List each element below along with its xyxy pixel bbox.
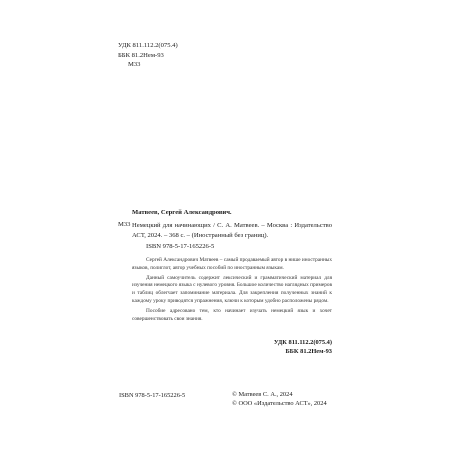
annotation xyxy=(132,257,332,325)
author-sign-margin: М33 xyxy=(118,221,131,228)
annotation-paragraph: Пособие адресовано тем, кто начинает изучать немецкий язык и хочет совершенствовать свои знания. xyxy=(132,307,332,322)
annotation-paragraph: Данный самоучитель содержит лексический и грамматический материал для изучения немецкого языка с нулевого уровня. Большое количество наглядных примеров и таблиц облегчает запоминание материала. Для закрепления полученных знаний к каждому уроку приводятся упражнения, ключи к которым удобно расположены рядом. xyxy=(132,274,332,304)
author-sign-code: М33 xyxy=(128,61,141,69)
udk-code: УДК 811.112.2(075.4) xyxy=(118,42,178,49)
copyright-block xyxy=(232,391,342,408)
bbk-code: ББК 81.2Нем-93 xyxy=(118,51,164,59)
bbk-code-bottom: ББК 81.2Нем-93 xyxy=(285,348,332,355)
annotation-paragraph: Сергей Александрович Матвеев – самый продаваемый автор в нише иностранных языков, полиглот, автор учебных пособий по иностранным языкам. xyxy=(132,257,332,271)
copyright-author: © Матвеев С. А., 2024 xyxy=(232,391,293,398)
udk-code-bottom: УДК 811.112.2(075.4) xyxy=(273,339,332,346)
classification-block-top xyxy=(118,41,178,70)
isbn-middle: ISBN 978-5-17-165226-5 xyxy=(146,243,215,250)
copyright-publisher: © ООО «Издательство АСТ», 2024 xyxy=(232,399,327,407)
author-heading: Матвеев, Сергей Александрович. xyxy=(132,209,232,216)
isbn-bottom: ISBN 978-5-17-165226-5 xyxy=(119,392,186,399)
classification-block-bottom xyxy=(232,338,332,356)
bibliographic-record: Немецкий для начинающих / С. А. Матвеев. – Москва : Издательство АСТ, 2024. – 368 с. – (Иностранный без границ). xyxy=(132,222,332,239)
